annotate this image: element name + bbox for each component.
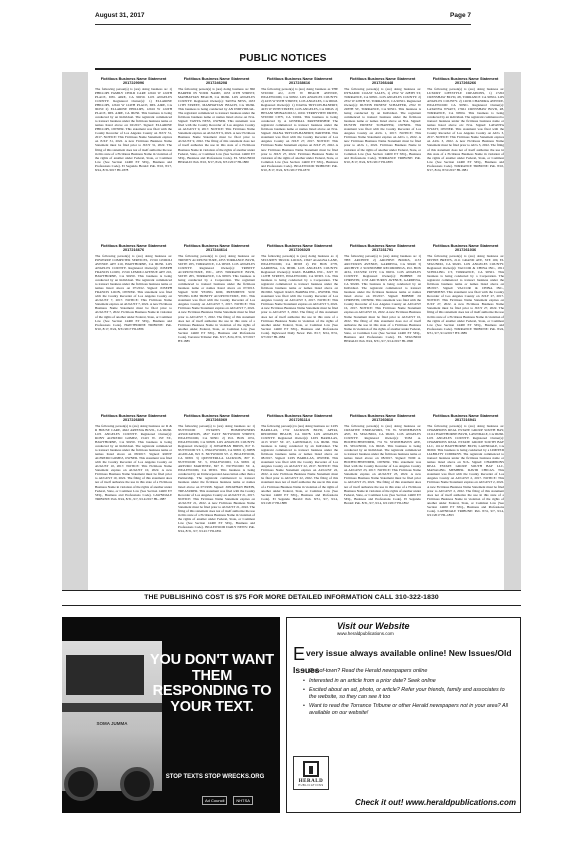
wheel-icon xyxy=(120,767,154,801)
rate-divider-top xyxy=(62,590,521,591)
rate-divider-bottom xyxy=(62,605,521,606)
notice-number: 2017216941 xyxy=(454,418,477,423)
notice-body: The following person(s) is (are) doing business as: LUIS BARILLAS, 1732 JACKSON BLVD, APT#4, REDONDO BEACH, CA 90278. LOS ANGELES COUNTY. Registered Owner(s): LUIS BARILLAS, 4113 W107 ST. #7, LAWNDALE, CA 90260. This business is being conducted by an Individual. The registrant commenced to transact business under the fictitious business name or names listed above on 08/2017. Signed: LUIS BARILLAS, OWNER. This statement was filed with the County Recorder of Los Angeles County on AUGUST 22, 2017. NOTICE: This Fictitious Name Statement expires on AUGUST 22, 2022. A new Fictitious Business Name Statement must be filed prior to AUGUST 22, 2022. The filing of this statement does not of itself authorize the use in this state of a Fictitious Business Name in violation of the rights of another under Federal, State, or Common Law (See Section 14400 ET SEQ., Business and Professions Code). El Segundo Herald: Pub. 8/31, 9/7, 9/14, 9/21/2017 HI-1888 xyxy=(261,423,338,505)
notice xyxy=(95,244,172,405)
notice xyxy=(261,77,338,238)
ambulance-label: SOMA JUMMA xyxy=(96,721,128,726)
page-number: Page 7 xyxy=(450,12,471,19)
visit-heading: Visit our Website xyxy=(337,621,410,631)
notice-title: Fictitious Business Name Statement xyxy=(183,77,250,81)
notice-number: 2017244614 xyxy=(205,248,228,253)
notice-number: 2017216676 xyxy=(122,248,145,253)
section-title: PUBLIC NOTICES xyxy=(239,53,327,64)
notice-number: 2017206025 xyxy=(288,248,311,253)
notice-title: Fictitious Business Name Statement xyxy=(349,244,416,248)
feature-list xyxy=(309,668,512,720)
notice-title: Fictitious Business Name Statement xyxy=(349,77,416,81)
notice-number: 2017266069 xyxy=(205,418,228,423)
notice-number: 2017251114 xyxy=(289,418,310,423)
notice-title: Fictitious Business Name Statement xyxy=(266,244,333,248)
herald-logo xyxy=(293,756,329,790)
notice-number: 2017231791 xyxy=(371,248,394,253)
notice-body: The following person(s) is (are) doing business as: R & R HOUSE CARE, 4622 ARTESIA BLVD., CA 90260. LOS ANGELES COUNTY. Registered Owner(s): RONY ALFREDO GOMEZ, 15415 W. 1ST ST., HAWTHORNE, CA 90250. This business is being conducted by an Individual. The registrant commenced to transact business under the fictitious business name or names listed above on 08/2017. Signed: RONY ALFREDO GOMEZ, OWNER. This statement was filed with the County Recorder of Los Angeles County on AUGUST 10, 2017. NOTICE: This Fictitious Name Statement expires on AUGUST 10, 2022. A new Fictitious Business Name Statement must be filed prior to AUGUST 10, 2022. The filing of this statement does not of itself authorize the use in this state of a Fictitious Business Name in violation of the rights of another under Federal, State, or Common Law (See Section 14400 ET SEQ., Business and Professions Code). LAWNDALE TRIBUNE: Pub. 8/24, 8/31, 9/7, 9/14/2017 HL-1887 xyxy=(95,423,172,501)
notice xyxy=(261,414,338,582)
notice xyxy=(178,414,255,582)
notice-body: The following person(s) is (are) doing business as: LUXURY LIFESTYLE CREATIONS, 1) 17202 CRENSHAW BLVD, #8, TORRANCE CA 90504. LOS ANGELES COUNTY. 2) 12636 CHANDRA AVENUE, INGLEWOOD CA 90301. Registered Owner(s): LATANYA WYATT, 17661 CRENSHAW BLVD, #8, TORRANCE, CA 90504. This business is being conducted by an individual. The registrant commenced to transact business under the fictitious business name or names listed above on: N/A. Signed: LATANYA WYATT, OWNER. This statement was filed with the County Recorder of Los Angeles County on AUG 3, 2017. NOTICE: This Fictitious Name Statement expires on AUG 3, 2022. A new Fictitious Business Name Statement must be filed prior to AUG 3, 2022. The filing of this statement does not of itself authorize the use in this state of a Fictitious Business Name in violation of the rights of another under Federal, State, or Common Law (See Section 14400 ET SEQ., Business and Professions Code). TORRANCE TRIBUNE: Pub. 8/10, 8/17, 8/24, 8/31/2017 HI-1881 xyxy=(427,86,504,172)
header-divider xyxy=(95,24,471,25)
logo-text: HERALD xyxy=(298,779,324,784)
visit-url[interactable]: www.heraldpublications.com xyxy=(337,631,394,636)
notice xyxy=(427,244,504,405)
ad-tagline: STOP TEXTS STOP WRECKS.ORG xyxy=(165,774,265,780)
notice-number: 2017266448 xyxy=(371,81,394,86)
notice xyxy=(95,77,172,238)
notice xyxy=(261,244,338,405)
list-item: • Out-of-town? Read the Herald newspapers online xyxy=(309,668,512,675)
notice-body: The following person(s) is (are) doing business as: TRINITY ACUPUNCTURE, 4355 TORRANCE BLVD, SUITE 205, TORRANCE, CA 90503. LOS ANGELES COUNTY. Registered Owner(s): TRINITY ACUPUNCTURE, INC., 4355 TORRANCE BLVD, SUITE 205, TORRANCE, CA 90503. This business is being conducted by a Corporation. The registrant commenced to transact business under the fictitious business name or names listed above on 07/2013. Signed: SOU YEONG KIM, PRESIDENT. SOU YEONG KIM TRINITY ACUPUNCTURE, INC. This statement was filed with the County Recorder of Los Angeles County on AUGUST 7, 2017. NOTICE: This Fictitious Name Statement expires on AUGUST 7, 2022. A new Fictitious Business Name Statement must be filed prior to AUGUST 7, 2022. The filing of this statement does not of itself authorize the use in this state of a Fictitious Business Name in violation of the rights of another under Federal, State, or Common Law (See Section 14400 ET SEQ., Business and Professions Code). Torrance Tribune: Pub. 8/17, 8/24, 8/31, 9/7/2017 HT-1885 xyxy=(178,253,255,343)
nhtsa-logo: NHTSA xyxy=(233,796,253,805)
issue-date: August 31, 2017 xyxy=(95,12,145,19)
notice xyxy=(344,244,421,405)
notices-grid xyxy=(95,77,504,583)
notice xyxy=(344,77,421,238)
sponsor-badges xyxy=(202,796,253,805)
notice-title: Fictitious Business Name Statement xyxy=(100,77,167,81)
notice-body: The following person(s) is (are) doing business as 1) SECURITY TRUCK LOCKS, 13627 AGAGNA LANE, INGLEWOOD, CA 90303 2) PO BOX 2770, GARDENA, CA 90306. LOS ANGELES COUNTY. Registered Owner(s): RAUL BARBIA INC., 3227 W 112TH STREET, INGLEWOOD, CA 90303. CA. This business is being conducted by a Corporation. The registrant commenced to transact business under the fictitious business name or names listed above on 09/2002. Signed: RAUL BARBIA INC., OWNER. This statement was filed with the County Recorder of Los Angeles County on AUGUST 3, 2017. NOTICE: This Fictitious Name Statement expires on AUGUST 3, 2022. A new Fictitious Business Name Statement must be filed prior to AUGUST 3, 2022. The filing of this statement does not of itself authorize the use in this state of a Fictitious Business Name in violation of the rights of another under Federal, State, or Common Law (See Section 14400 ET SEQ., Business and Professions Code). Inglewood Daily News: Pub. 8/17, 8/24, 8/31, 9/7/2017 HI-1884 xyxy=(261,253,338,339)
notice xyxy=(427,77,504,238)
notice-body: The following person(s) is (are) doing business as: 1) NUTWOOD ESTATES HOMEOWNERS ASSOCIATION, 4817 EAST NUTWOOD STREET, INGLEWOOD, CA 90301 2) P.O. BOX 1031, INGLEWOOD, CA 90308. LOS ANGELES COUNTY. Registered Owner(s): 1) JONATHAN BREIN, 817 E. NUTWOOD ST. 1, INGLEWOOD, CA 90301 2) JOHN AGUILAR, 821 E. NUTWOOD ST. 2, INGLEWOOD, CA 90301 3) QUENTERLLA JACKSON, 807 E. NUTWOOD ST. 3, INGLEWOOD, CA 90301 4) ARTURO MARTINEZ, 827 E. NUTWOOD ST. 4, INGLEWOOD, CA 90301. This business is being conducted by an Unincorporated Association other than a Partnership. The registrant commenced to transact business under the fictitious business name or names listed above on 07/1998. Signed: JONATHAN BREIN, TREASURER. This statement was filed with the County Recorder of Los Angeles County on AUGUST 21, 2017. NOTICE: This Fictitious Name Statement expires on AUGUST 21, 2022. A new Fictitious Business Name Statement must be filed prior to AUGUST 21, 2022. The filing of this statement does not of itself authorize the use in this state of a Fictitious Business Name in violation of the rights of another under Federal, State, or Common Law (See Section 14400 ET SEQ., Business and Professions Code). INGLEWOOD DAILY NEWS: Pub. 8/24, 8/31, 9/7, 9/14/17 HI-1891 xyxy=(178,423,255,534)
availability-text: very issue always available online! New Issues/Old Issues xyxy=(293,648,512,675)
notice-number: 2017229096 xyxy=(122,81,145,86)
drop-cap: E xyxy=(293,644,306,664)
notice-body: The following person(s) is (are) doing business as: 1) THE ARCHIVE 2) ARCHIVE BOOKS, 1133 ARCTURUS AVENUE, GARDENA, CA 90249 3) ARCHIVE 2 SOUNDSHIP RECORDINGS, P.O. BOX 4234, CULVER CITY, CA 90231. LOS ANGELES COUNTY. Registered Owner(s): BOBBIE JO CHRISTIN, 1133 ARCTURUS AVENUE, GARDENA, CA 90249. This business is being conducted by an Individual. The registrant commenced to transact business under the fictitious business name or names listed above on 05/2017. Signed: BOBBIE JO CHRISTIN, OWNER. This statement was filed with the County Recorder of Los Angeles County on AUGUST 16, 2017. NOTICE: This Fictitious Name Statement expires on AUGUST 16, 2022. A new Fictitious Business Name Statement must be filed prior to AUGUST 16, 2022. The filing of this statement does not of itself authorize the use in this state of a Fictitious Business Name in violation of the rights of another under Federal, State, or Common Law (See Section 14400 ET SEQ., Business and Professions Code). EL SEGUNDO HERALD: Pub. 8/24, 8/31, 9/7, 9/14/2017 HI-1890 xyxy=(344,253,421,343)
notice-body: The following person(s) is (are) doing business as: 860 HARPER IN YOUR NAME, 1633 11TH STREET, MANHATTAN BEACH, CA 90266. LOS ANGELES COUNTY. Registered Owner(s): TANYA NESS, 1633 11TH STREET, MANHATTAN BEACH, CA 90266. This business is being conducted by AN INDIVIDUAL. The registrant commenced to transact business under the fictitious business name or names listed above on N/A. Signed: TANYA NESS, OWNER. This statement was filed with the County Recorder of Los Angeles County on AUGUST 9, 2017. NOTICE: This Fictitious Name Statement expires on AUGUST 9, 2022. A new Fictitious Business Name Statement must be filed prior to AUGUST 9, 2022. The filing of this statement does not of itself authorize the use in this state of a Fictitious Business Name in violation of the rights of another under Federal, State, or Common Law (See Section 14400 ET SEQ., Business and Professions Code). EL SEGUNDO HERALD: Pub. 8/10, 8/17, 8/24, 8/31/2017 HI-1880 xyxy=(178,86,255,164)
notice-number: 2017261036 xyxy=(454,248,477,253)
notice-title: Fictitious Business Name Statement xyxy=(183,414,250,418)
notice-number: 2017266266 xyxy=(454,81,477,86)
notice-title: Fictitious Business Name Statement xyxy=(266,77,333,81)
notice-number: 2017238616 xyxy=(288,81,311,86)
list-item: • Excited about an ad, photo, or article? Refer your friends, family and associates to the website, so they can see it too xyxy=(309,687,512,700)
notice-title: Fictitious Business Name Statement xyxy=(432,414,499,418)
notice-body: The following person(s) is (are) doing business as THE STUDIO AU, 2170 W BEACH AVENUE, INGLEWOOD, CA 90302. LOS ANGELES COUNTY. 2) 4233 W 95TH STREET, LOS ANGELES, CA 90043. Registered Owner(s): 1) JOANA TRYCON-BANERIT, 4233 W 95TH STREET, LOS ANGELES, CA 90043. 2) HESANI SHINAZOULU, 16911 TERRYVIEW DRIVE, STUDIO CITY, CA 91604. This business is being conducted by A GENERAL PARTNERSHIP. The registrant commenced to transact business under the fictitious business name or names listed above on N/A. Signed: JOANA TRYCON-BANERIT, PARTNER. This statement was filed with the County Recorder of Los Angeles County on JULY 27, 2017. NOTICE: This Fictitious Name Statement expires on JULY 27, 2022. A new Fictitious Business Name Statement must be filed prior to JULY 27, 2022. Fictitious Business Name in violation of the rights of another under Federal, State, or Common Law (See Section 14400 ET SEQ., Business and Professions Code). INGLEWOOD TRIBUNE: Pub. 8/10, 8/17, 8/24, 8/31/2017 HI-1879 xyxy=(261,86,338,172)
notice-body: The following person(s) is (are) doing business as: CHAMPIONS REAL ESTATE GROUP SOUTH BAY, 16112 HAWTHORNE BLVD, LAWNDALE, CA 90260. LOS ANGELES COUNTY. Registered Owner(s): CHAMPIONS REAL ESTATE GROUP SOUTH BAY LLC, 16112 HAWTHORNE BLVD, LAWNDALE, CA 90260. This business is being conducted by a LIMITED LIABILITY COMPANY. The registrant commenced to transact business under the fictitious business name or names listed above on N/A. Signed: CHAMPIONS REAL ESTATE GROUP SOUTH BAY LLC, MANAGING MEMBER. DAVID CHICAS. This statement was filed with the County Recorder of Los Angeles County on AUGUST 2, 2017. NOTICE: This Fictitious Name Statement expires on AUGUST 2, 2022. A new Fictitious Business Name Statement must be filed prior to AUGUST 2, 2022. The filing of this statement does not of itself authorize the use in this state of a Fictitious Business Name in violation of the rights of another under Federal, State, or Common Law (See Section 14400 ET SEQ., Business and Professions Code). LAWNDALE TRIBUNE: Pub. 8/31, 9/7, 9/14, 9/21/2017 HL-1893 xyxy=(427,423,504,517)
notice-body: The following person(s) is (are) doing business as: 1) PHILLIPS FAMILY CHILD CARE 12616 W 124TH PLACE, DEL AIRE, CA 90250. LOS ANGELES COUNTY. Registered Owner(s): 1) ELLARINE PHILLIPS, 12616 W 124TH PLACE, DEL AIRE, CA 90250 2) ELLARINE PHILLIPS, 12616 W 124TH PLACE, DEL AIRE, CA 90250. This business is being conducted by an Individual. The registrant commenced to transact business under the fictitious business name or names listed above on 02/2017. Signed: ELLARINE PHILLIPS, OWNER. This statement was filed with the County Recorder of Los Angeles County on JULY 31, 2017. NOTICE: This Fictitious Name Statement expires on JULY 31, 2022. A new Fictitious Business Name Statement must be filed prior to JULY 31, 2022. The filing of this statement does not of itself authorize the use in this state of a Fictitious Business Name in violation of the rights of another under Federal, State, or Common Law (See Section 14400 ET SEQ., Business and Professions Code). El Segundo Herald: Pub. 8/10, 8/17, 8/24, 8/31/2017 HI-1878 xyxy=(95,86,172,172)
notice xyxy=(344,414,421,582)
publishing-cost-line: THE PUBLISHING COST IS $75 FOR MORE DETAILED INFORMATION CALL 310-322-1830 xyxy=(144,594,439,601)
list-item: • Interested in an article from a prior date? Seek online xyxy=(309,678,512,685)
notice-title: Fictitious Business Name Statement xyxy=(266,414,333,418)
notice xyxy=(178,77,255,238)
notice-body: The following person(s) is (are) doing business as: CREATIVE ENDEAVORS, 731 W. STONEHAVEN AVE, EL SEGUNDO, CA 90245. LOS ANGELES COUNTY. Registered Owner(s): TOM A. HOCHSCHWENDER, 731 W. STONEHAVEN AVE, EL SEGUNDO, CA 90245. This business is being conducted by an Individual. The registrant commenced to transact business under the fictitious business name or names listed above on 08/2017. Signed: TOM A. HOCHSCHWENDER, OWNER. This statement was filed with the County Recorder of Los Angeles County on AUGUST 23, 2017. NOTICE: This Fictitious Name Statement expires on AUGUST 23, 2022. A new Fictitious Business Name Statement must be filed prior to AUGUST 23, 2022. The filing of this statement does not of itself authorize the use in this state of a Fictitious Business Name in violation of the rights of another under Federal, State, or Common Law (See Section 14400 ET SEQ., Business and Professions Code). El Segundo Herald: Pub. 8/31, 9/7, 9/14, 9/21/2017 HI-1892 xyxy=(344,423,421,505)
notice-body: The following person(s) is (are) doing business as: DIVINE BREWS, 2111 GRAND AVE, STE 100, EL SEGUNDO, CA 90245. LOS ANGELES COUNTY. Registered Owner(s): VACCOR & CHINA INC., 1811 SCHILLING CT, TORRANCE, CA 90501. This business is being conducted by a Corporation. The registrant commenced to transact business under the fictitious business name or names listed above on 08/2017. Signed: VACCOR & CHINA INC., PRESIDENT. This statement was filed with the County Recorder of Los Angeles County on JULY 27, 2017. NOTICE: This Fictitious Name Statement expires on JULY 27, 2022. A new Fictitious Business Name Statement must be filed prior to JULY 27, 2022. The filing of this statement does not of itself authorize the use in this state of a Fictitious Business Name in violation of the rights of another under Federal, State, or Common Law (See Section 14400 ET SEQ., Business and Professions Code). TORRANCE TRIBUNE: Pub. 8/24, 8/31, 9/7, 9/14/2017 HT-1889 xyxy=(427,253,504,335)
right-margin-band xyxy=(504,72,521,590)
herald-logo-icon xyxy=(303,761,319,777)
logo-subtext: PUBLICATIONS xyxy=(298,784,324,787)
notice-number: 2017246208 xyxy=(205,81,228,86)
section-divider xyxy=(95,68,471,70)
notice xyxy=(427,414,504,582)
notice xyxy=(95,414,172,582)
ambulance-stripe xyxy=(62,703,162,712)
notice-title: Fictitious Business Name Statement xyxy=(432,77,499,81)
list-item: • Want to read the Torrance Tribune or other Herald newspapers not in your area? All available on our website! xyxy=(309,703,512,716)
notice-body: The following person(s) is (are) doing business as: POWERUP COMPUTER SERVICES, 15316 LEMOLI AVENUE APT 210, HAWTHORNE, CA 90250. LOS ANGELES COUNTY. Registered Owner(s): JOSEPH FRANCIS LOON, 15316 LEMOLI AVENUE APT 210, HAWTHORNE, CA 90250. This business is being conducted by an Individual. The registrant commenced to transact business under the fictitious business name or names listed above on 07/2012. Signed: JOSEPH FRANCIS LOON, OWNER. This statement was filed with the County Recorder of Los Angeles County on AUGUST 7, 2017. NOTICE: This Fictitious Name Statement expires on AUGUST 7, 2022. A new Fictitious Business Name Statement must be filed prior to AUGUST 7, 2022. Fictitious Business Name in violation of the rights of another under Federal, State, or Common Law (See Section 14400 ET SEQ., Business and Professions Code). HAWTHORNE TRIBUNE: Pub. 8/10, 8/17, 8/24, 8/31/2017 HI-1886 xyxy=(95,253,172,331)
notice-number: 2017260810 xyxy=(371,418,394,423)
ad-headline: YOU DON'T WANT THEM RESPONDING TO YOUR TEXT. xyxy=(150,652,274,715)
left-margin-band xyxy=(62,72,88,590)
notice-number: 2017226805 xyxy=(122,418,145,423)
ambulance-window xyxy=(66,655,144,695)
page-header xyxy=(95,10,471,24)
notice-title: Fictitious Business Name Statement xyxy=(432,244,499,248)
website-ad xyxy=(286,617,521,813)
notice-title: Fictitious Business Name Statement xyxy=(183,244,250,248)
notice-body: The following person(s) is (are) doing business as: DYNAMIC COAST SALES, 1) 2352 W 228TH ST, TORRANCE, CA 90501. LOS ANGELES COUNTY. 2) 2352 W 228TH ST, TORRANCE, CA 90501. Registered Owner(s): DUSTIN ERNEST SCHAEFER, 2352 W 228TH ST, TORRANCE, CA 90501. This business is being conducted by an Individual. The registrant commenced to transact business under the fictitious business name or names listed above on N/A. Signed: DUSTIN ERNEST SCHAEFER, OWNER. This statement was filed with the County Recorder of Los Angeles County on AUG 1, 2017. NOTICE: This Fictitious Name Statement expires on AUG 1, 2022. A new Fictitious Business Name Statement must be filed prior to AUG 1, 2022. Fictitious Business Name in violation of the rights of another under Federal, State, or Common Law (See Section 14400 ET SEQ., Business and Professions Code). TORRANCE TRIBUNE: Pub. 8/10, 8/17, 8/24, 8/31/2017 HI-1883 xyxy=(344,86,421,164)
notice-title: Fictitious Business Name Statement xyxy=(349,414,416,418)
notice-title: Fictitious Business Name Statement xyxy=(100,244,167,248)
stop-texts-ad xyxy=(62,617,280,813)
checkout-link[interactable]: Check it out! www.heraldpublications.com xyxy=(354,798,516,807)
ad-council-logo: Ad Council xyxy=(202,796,227,805)
wheel-icon xyxy=(64,767,98,801)
notice-title: Fictitious Business Name Statement xyxy=(100,414,167,418)
notice xyxy=(178,244,255,405)
ambulance-image xyxy=(62,641,162,791)
